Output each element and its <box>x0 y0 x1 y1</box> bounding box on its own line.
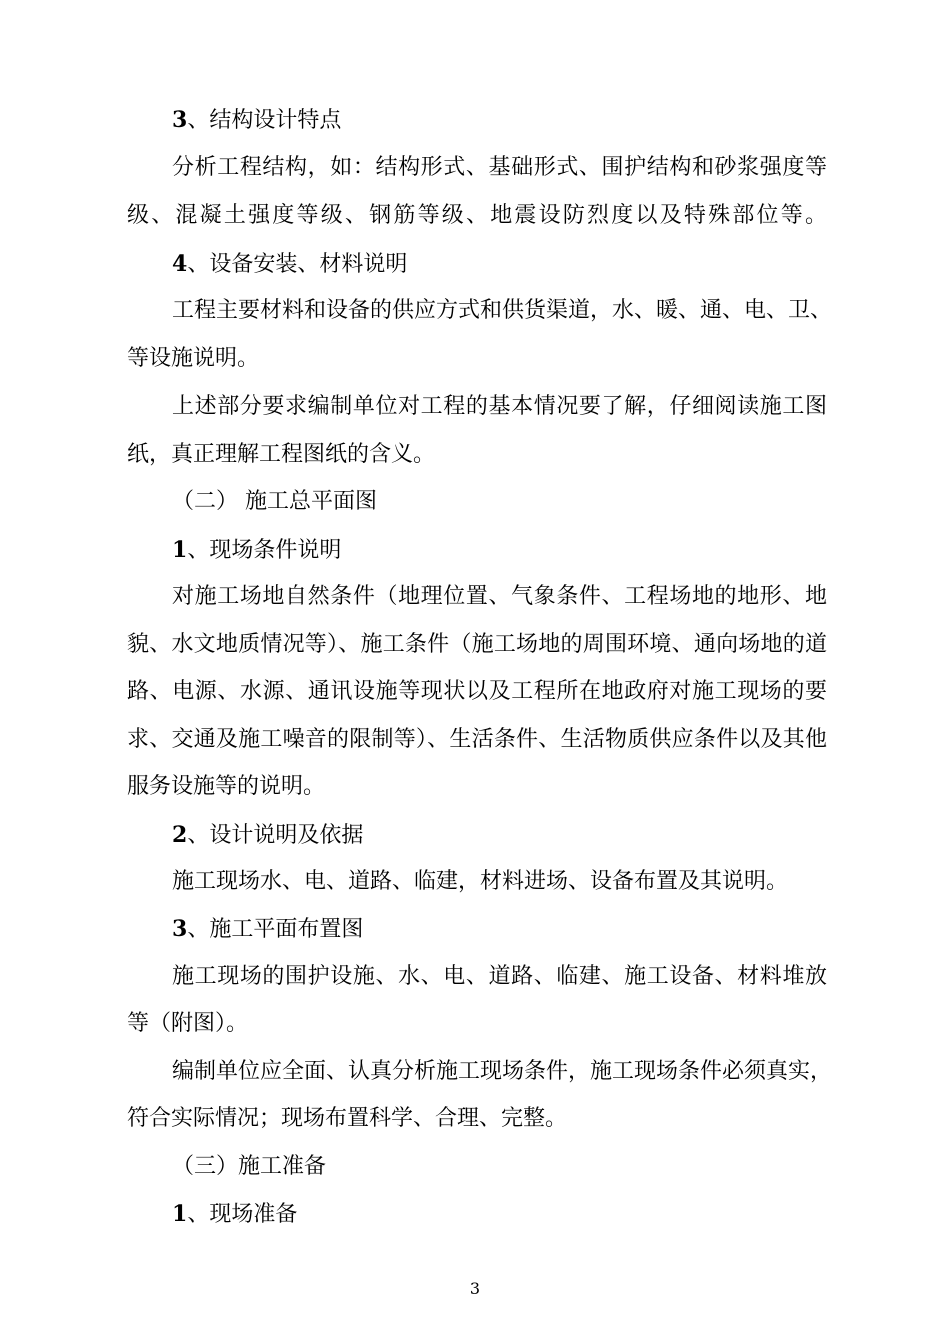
heading-text: 、施工平面布置图 <box>187 917 364 942</box>
heading-text: 、设备安装、材料说明 <box>187 252 408 277</box>
heading-text: 、设计说明及依据 <box>187 823 364 848</box>
heading-number: 4 <box>172 251 188 277</box>
heading-number: 2 <box>172 822 188 848</box>
paragraph-line: 工程主要材料和设备的供应方式和供货渠道，水、暖、通、电、卫、 <box>172 298 833 323</box>
paragraph-line: 施工现场水、电、道路、临建，材料进场、设备布置及其说明。 <box>172 869 789 894</box>
section-heading-design-basis <box>172 820 363 851</box>
paragraph-line: 服务设施等的说明。 <box>127 774 326 799</box>
section-heading-equipment-materials <box>172 249 407 280</box>
paragraph-line: 求、交通及施工噪音的限制等）、生活条件、生活物质供应条件以及其他 <box>127 727 827 752</box>
paragraph-line: 级、混凝土强度等级、钢筋等级、地震设防烈度以及特殊部位等。 <box>127 203 827 228</box>
heading-number: 3 <box>172 107 188 133</box>
paragraph-line: 路、电源、水源、通讯设施等现状以及工程所在地政府对施工现场的要 <box>127 679 827 704</box>
page-number: 3 <box>469 1279 481 1298</box>
section-heading-structure-design <box>172 105 341 136</box>
paragraph-line: 纸，真正理解工程图纸的含义。 <box>127 442 436 467</box>
section-heading-layout-plan <box>172 914 363 945</box>
paragraph-line: 上述部分要求编制单位对工程的基本情况要了解，仔细阅读施工图 <box>172 394 827 419</box>
chapter-heading-site-plan: （二） 施工总平面图 <box>172 489 377 514</box>
paragraph-line: 符合实际情况；现场布置科学、合理、完整。 <box>127 1106 568 1131</box>
heading-number: 1 <box>172 1201 188 1227</box>
section-heading-site-preparation <box>172 1199 297 1230</box>
section-heading-site-conditions <box>172 535 341 566</box>
heading-number: 3 <box>172 916 188 942</box>
paragraph-line: 貌、水文地质情况等）、施工条件（施工场地的周围环境、通向场地的道 <box>127 632 827 657</box>
paragraph-line: 等（附图）。 <box>127 1011 249 1036</box>
paragraph-line: 编制单位应全面、认真分析施工现场条件，施工现场条件必须真实， <box>172 1059 833 1084</box>
paragraph-line: 等设施说明。 <box>127 346 260 371</box>
heading-text: 、结构设计特点 <box>187 108 342 133</box>
chapter-heading-construction-prep: （三）施工准备 <box>172 1154 327 1179</box>
heading-text: 、现场条件说明 <box>187 538 342 563</box>
paragraph-line: 对施工场地自然条件（地理位置、气象条件、工程场地的地形、地 <box>172 584 827 609</box>
heading-number: 1 <box>172 537 188 563</box>
heading-text: 、现场准备 <box>187 1202 298 1227</box>
paragraph-line: 分析工程结构，如：结构形式、基础形式、围护结构和砂浆强度等 <box>172 155 827 180</box>
paragraph-line: 施工现场的围护设施、水、电、道路、临建、施工设备、材料堆放 <box>172 964 827 989</box>
